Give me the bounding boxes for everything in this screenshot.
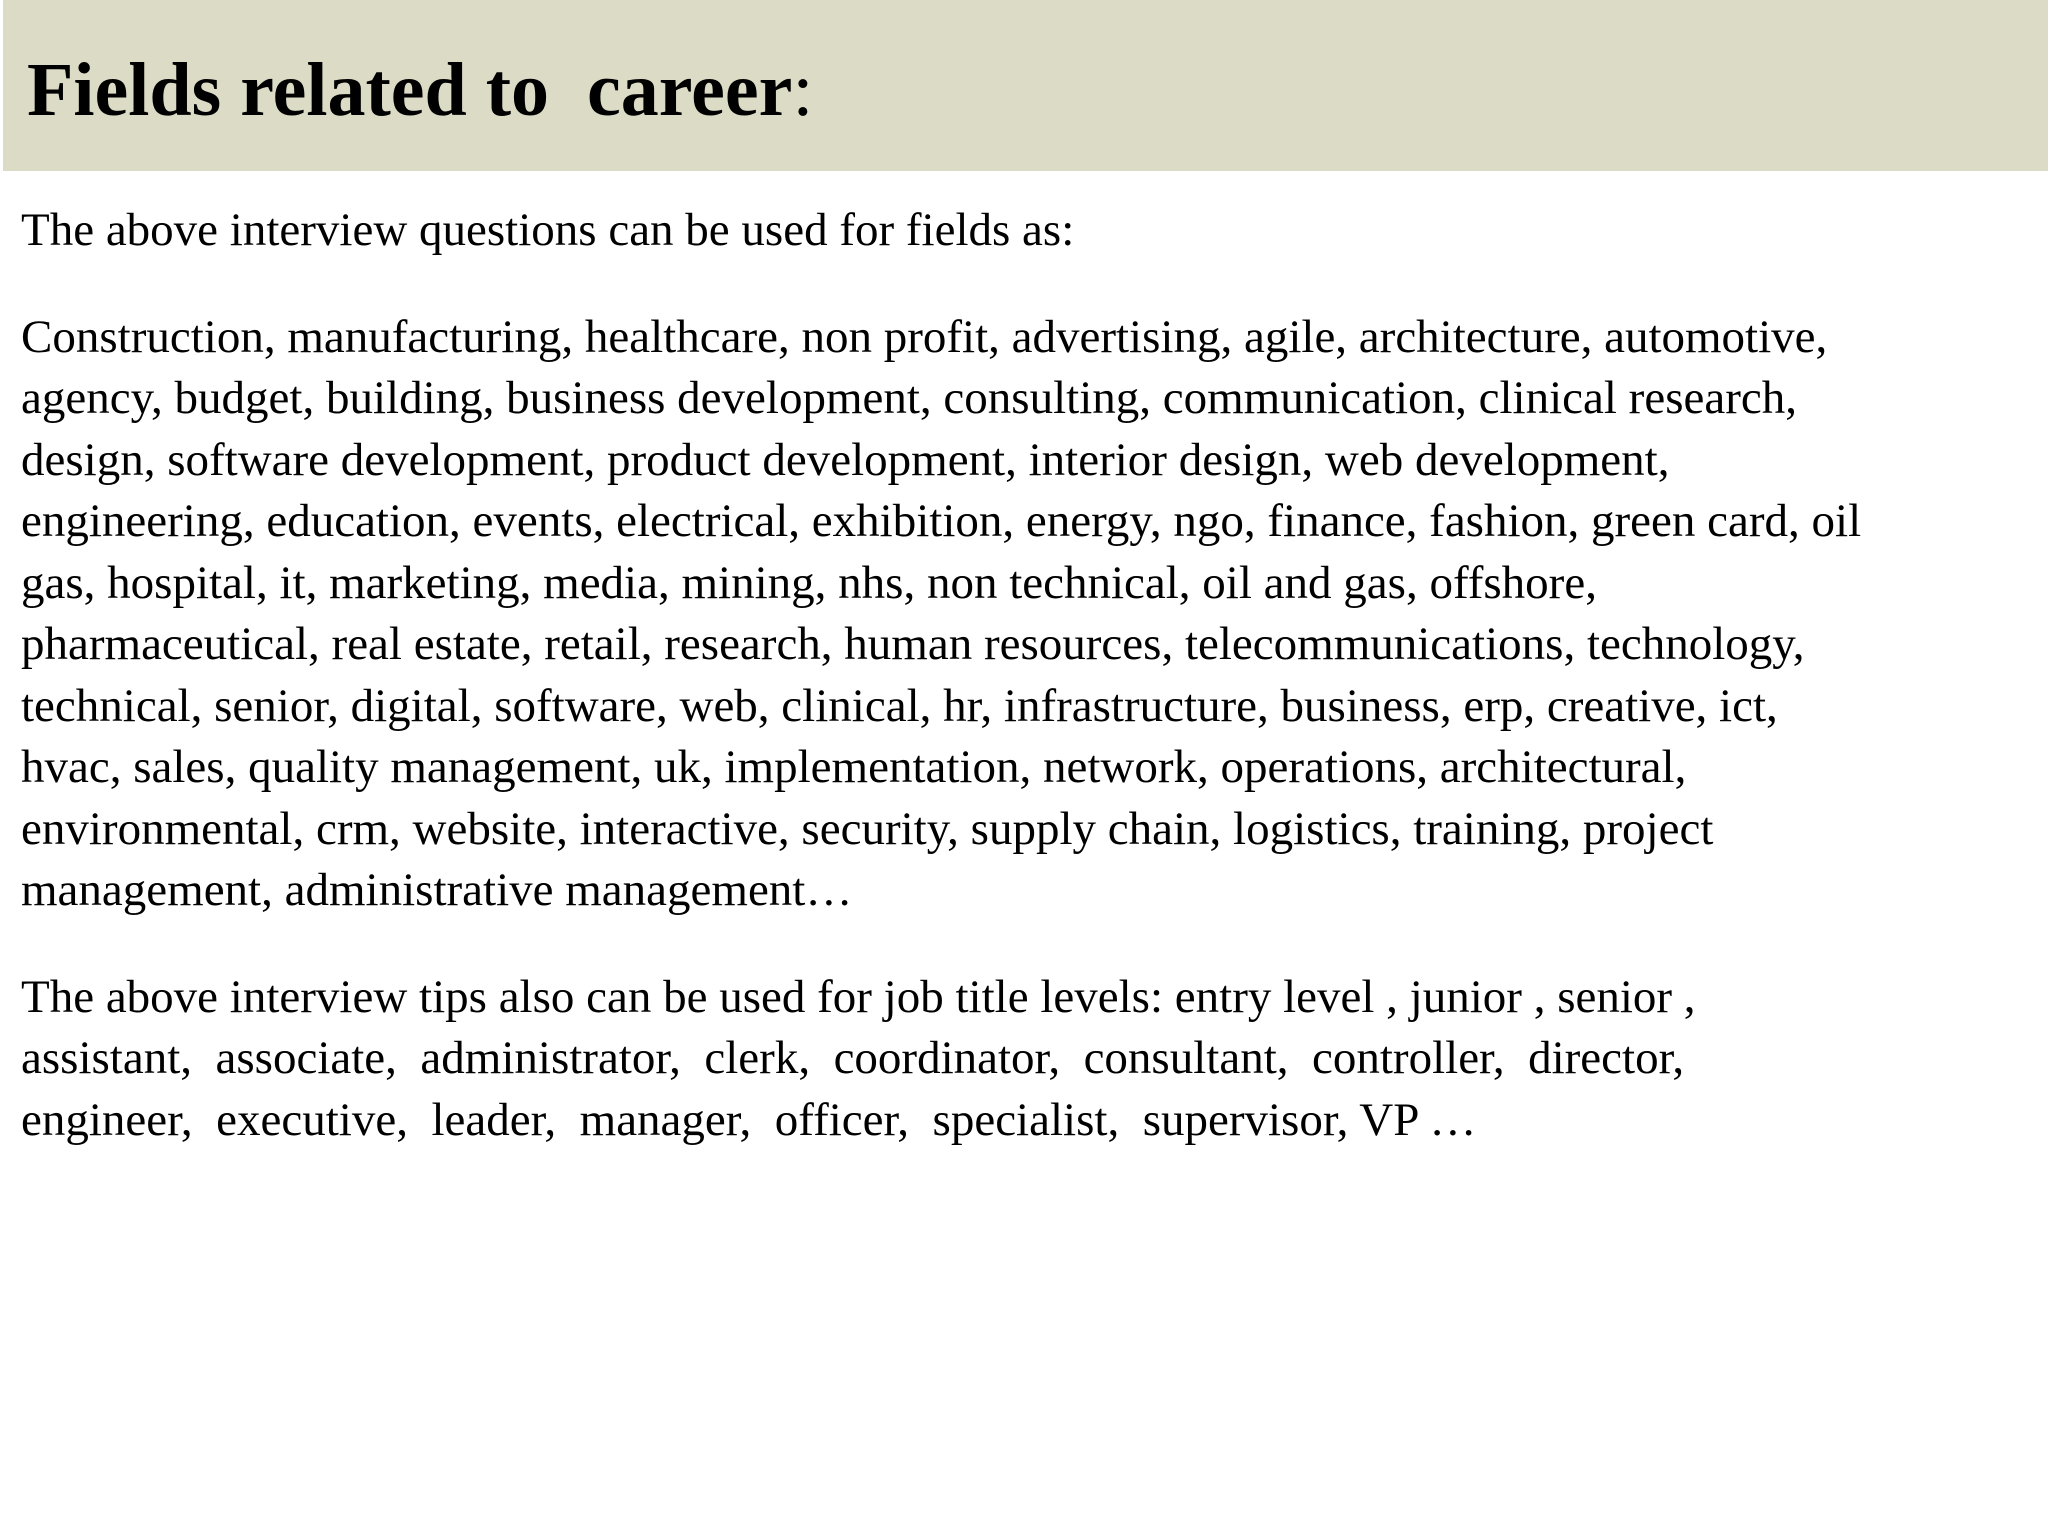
job-levels-line: engineer, executive, leader, manager, officer, specialist, supervisor, VP … <box>21 1093 1477 1146</box>
slide-title <box>27 40 813 140</box>
fields-line: management, administrative management… <box>21 864 853 916</box>
job-levels-line: The above interview tips also can be used for job title levels: entry level , junior , senior , <box>21 970 1696 1023</box>
slide-content <box>21 200 2031 1151</box>
fields-line: gas, hospital, it, marketing, media, mining, nhs, non technical, oil and gas, offshore, <box>21 556 1597 609</box>
fields-line: environmental, crm, website, interactive, security, supply chain, logistics, training, project <box>21 802 1714 855</box>
fields-line: design, software development, product development, interior design, web development, <box>21 433 1670 486</box>
intro-paragraph: The above interview questions can be used for fields as: <box>21 204 1075 256</box>
fields-line: pharmaceutical, real estate, retail, research, human resources, telecommunications, technology, <box>21 618 1805 670</box>
fields-line: technical, senior, digital, software, web, clinical, hr, infrastructure, business, erp, creative, ict, <box>21 679 1778 732</box>
fields-paragraph <box>21 307 2031 922</box>
fields-line: Construction, manufacturing, healthcare, non profit, advertising, agile, architecture, automotive, <box>21 310 1828 363</box>
job-levels-paragraph <box>21 967 2031 1152</box>
fields-line: agency, budget, building, business development, consulting, communication, clinical research, <box>21 372 1797 424</box>
slide-title-colon: : <box>792 48 814 132</box>
job-levels-line: assistant, associate, administrator, clerk, coordinator, consultant, controller, director, <box>21 1032 1685 1084</box>
fields-line: engineering, education, events, electrical, exhibition, energy, ngo, finance, fashion, green card, oil <box>21 495 1862 547</box>
title-bar <box>3 0 2048 171</box>
slide-title-text: Fields related to career <box>27 48 793 132</box>
fields-line: hvac, sales, quality management, uk, implementation, network, operations, architectural, <box>21 741 1687 793</box>
